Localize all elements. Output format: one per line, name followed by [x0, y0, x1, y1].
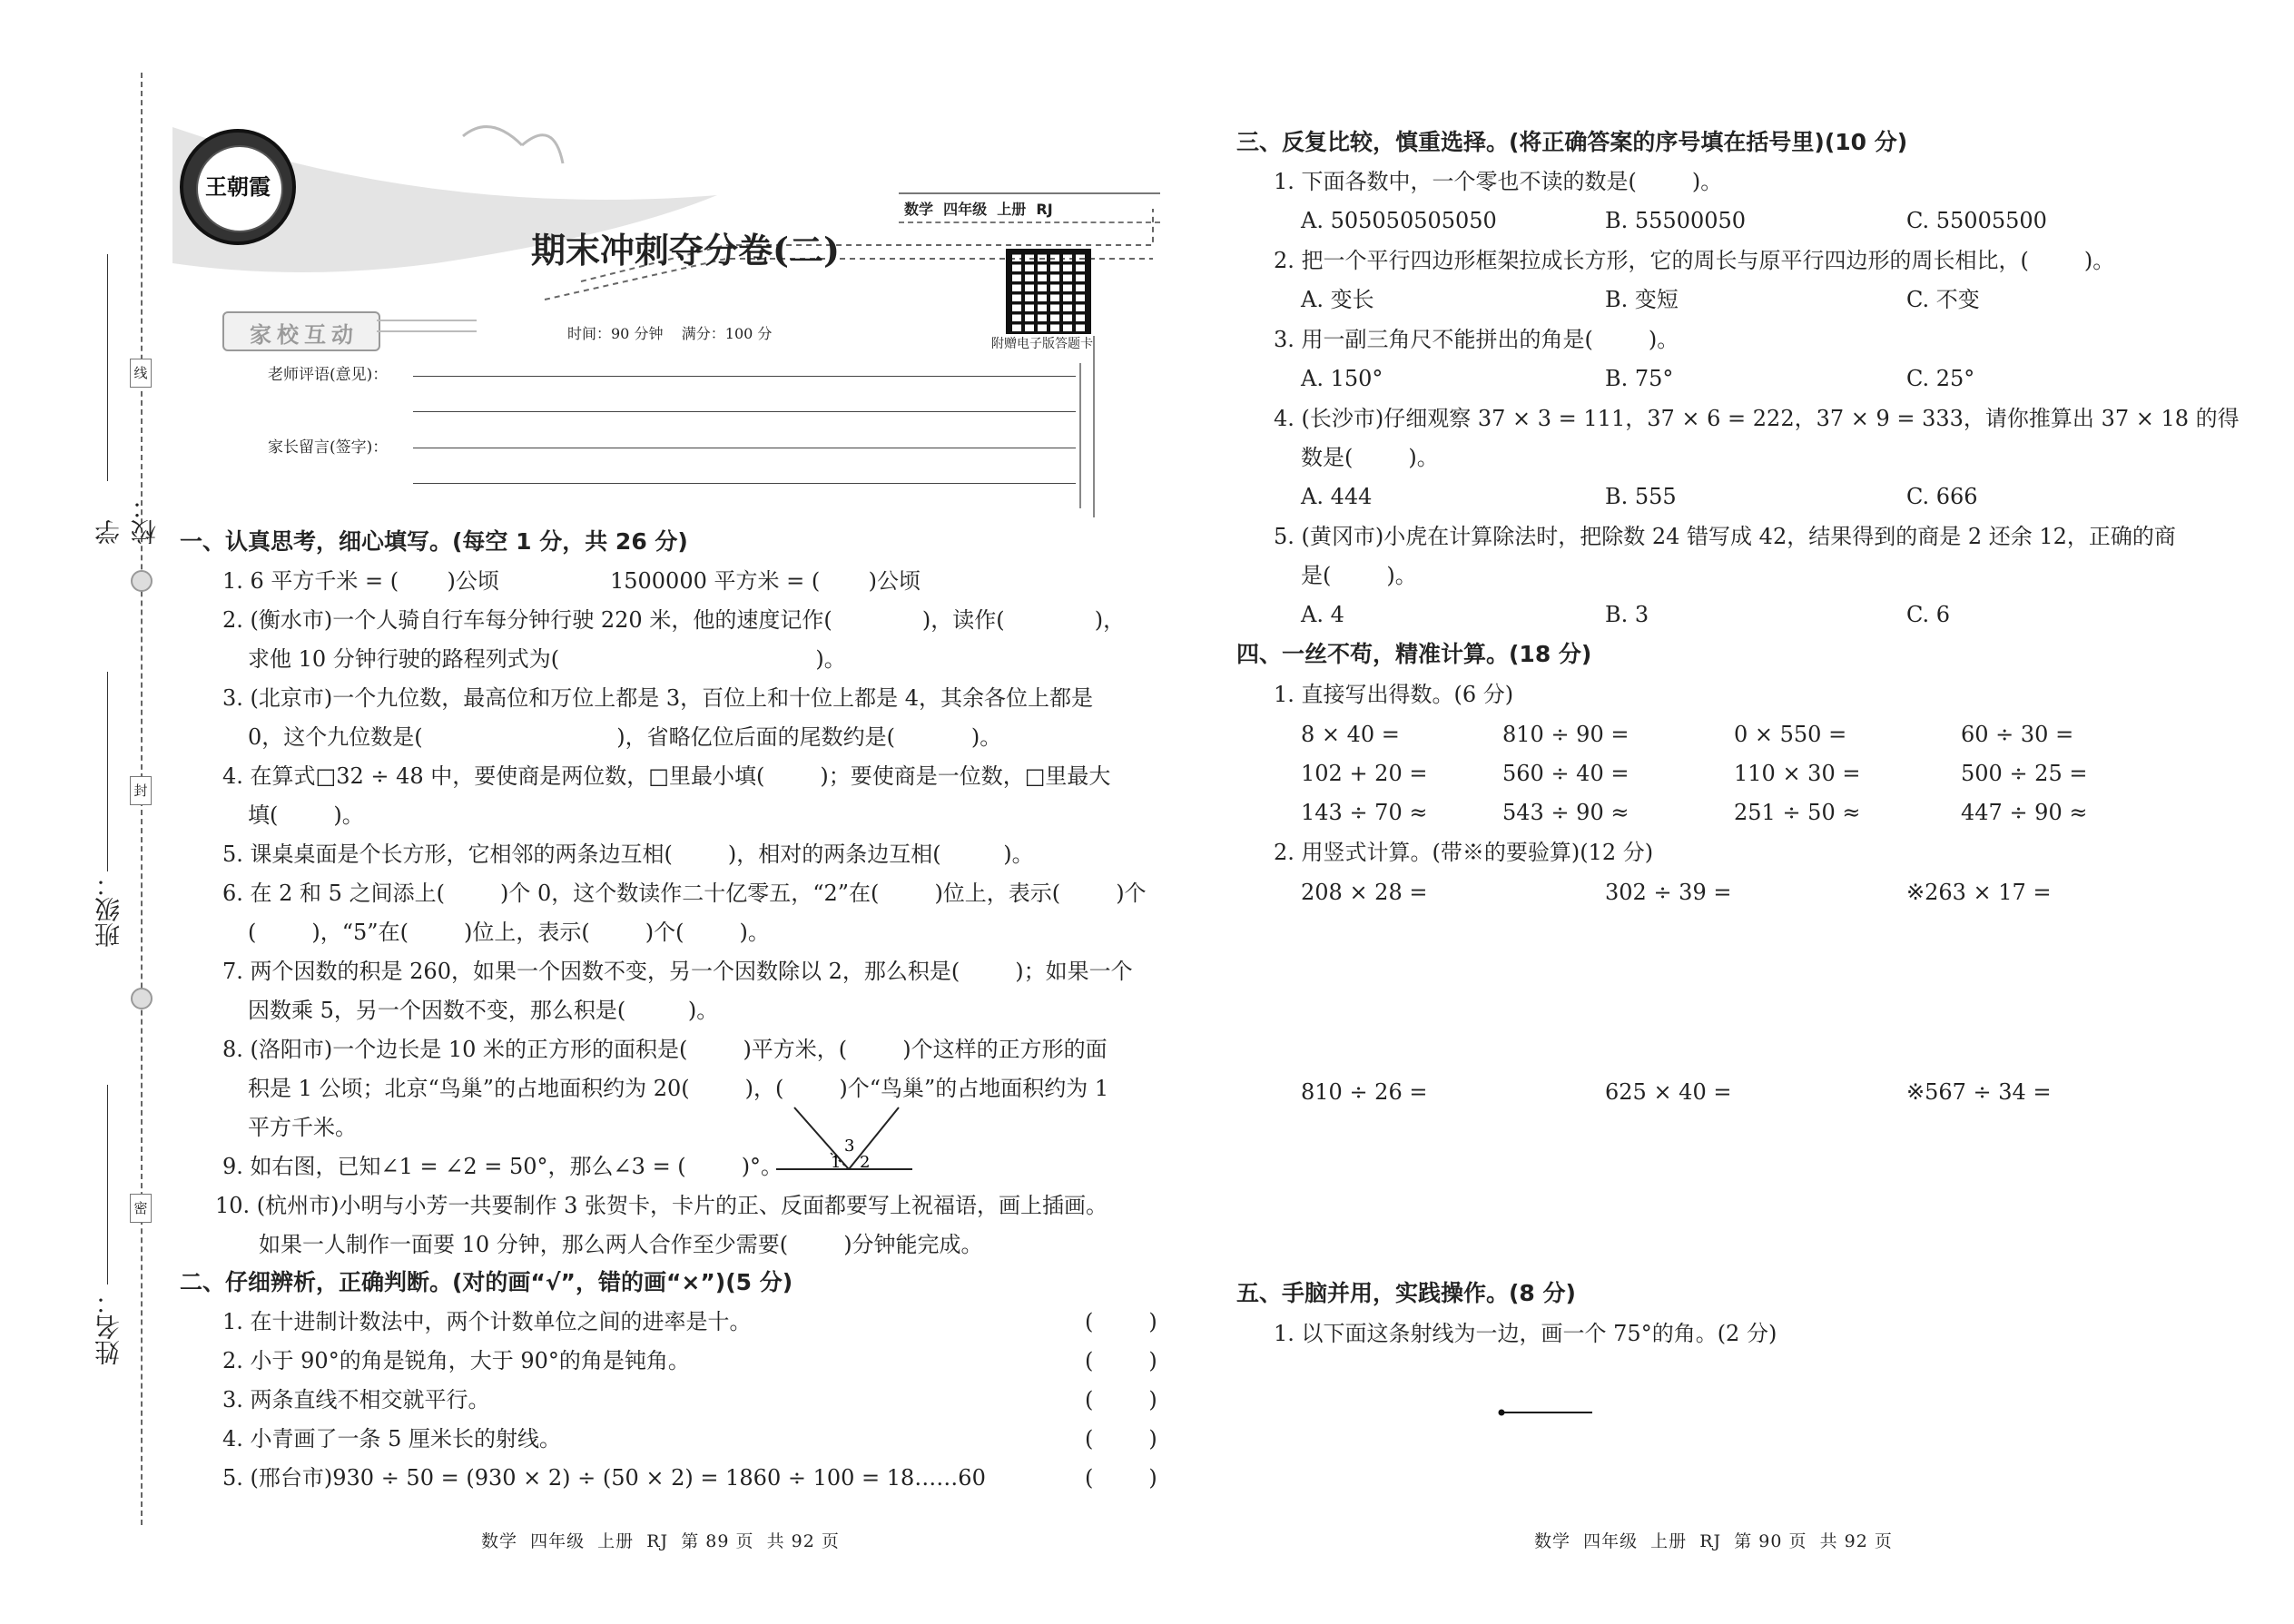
- judge-q5-bracket[interactable]: ( ): [1085, 1465, 1157, 1491]
- brand-logo: [180, 129, 296, 245]
- name-label: 姓名：: [94, 1289, 123, 1365]
- angle-label-3: 3: [844, 1137, 855, 1156]
- fill-q4-line-2: 填( )。: [248, 802, 364, 828]
- direct-r3-c4: 447 ÷ 90 ≈: [1961, 800, 2088, 825]
- choice-q1: 1. 下面各数中，一个零也不读的数是( )。: [1274, 169, 1723, 194]
- fill-q5: 5. 课桌桌面是个长方形，它相邻的两条边互相( )，相对的两条边互相( )。: [222, 842, 1034, 867]
- teacher-comment-label: 老师评语(意见)：: [268, 366, 389, 384]
- choice-q3-b: B. 75°: [1605, 366, 1674, 391]
- choice-q1-b: B. 55500050: [1605, 208, 1747, 233]
- choice-q3: 3. 用一副三角尺不能拼出的角是( )。: [1274, 327, 1679, 352]
- direct-r1-c1: 8 × 40 =: [1301, 722, 1400, 747]
- seal-char-xian: 线: [130, 359, 152, 388]
- section-2-heading: 二、仔细辨析，正确判断。(对的画“√”，错的画“×”)(5 分): [180, 1269, 793, 1295]
- choice-q2-c: C. 不变: [1906, 287, 1980, 312]
- fill-q10-line-1: 10. (杭州市)小明与小芳一共要制作 3 张贺卡，卡片的正、反面都要写上祝福语，画上插画。: [215, 1193, 1108, 1218]
- fill-q10-line-2: 如果一人制作一面要 10 分钟，那么两人合作至少需要( )分钟能完成。: [259, 1232, 983, 1257]
- choice-q1-c: C. 55005500: [1906, 208, 2047, 233]
- judge-q1: 1. 在十进制计数法中，两个计数单位之间的进率是十。: [222, 1309, 752, 1334]
- parent-comment-label: 家长留言(签字)：: [268, 438, 389, 457]
- seal-char-feng: 封: [130, 776, 152, 805]
- fill-q3-line-2: 0，这个九位数是( )，省略亿位后面的尾数约是( )。: [248, 724, 1002, 750]
- choice-q4-line-2: 数是( )。: [1301, 445, 1439, 470]
- direct-r2-c3: 110 × 30 =: [1734, 761, 1861, 786]
- seal-char-mi: 密: [130, 1194, 152, 1223]
- fill-q8-line-1: 8. (洛阳市)一个边长是 10 米的正方形的面积是( )平方米，( )个这样的正方形的面: [222, 1037, 1108, 1062]
- vertical-r1-c1: 208 × 28 =: [1301, 880, 1428, 905]
- angle-label-1: 1: [831, 1153, 842, 1172]
- brand-logo-text: 王朝霞: [205, 173, 271, 200]
- judge-q5: 5. (邢台市)930 ÷ 50 = (930 × 2) ÷ (50 × 2) = 1860 ÷ 100 = 18……60: [222, 1465, 986, 1491]
- section-4-heading: 四、一丝不苟，精准计算。(18 分): [1236, 641, 1592, 667]
- subject-tag: [899, 192, 1160, 223]
- judge-q1-bracket[interactable]: ( ): [1085, 1309, 1157, 1334]
- vertical-r2-c1: 810 ÷ 26 =: [1301, 1079, 1428, 1105]
- vertical-r1-c2: 302 ÷ 39 =: [1605, 880, 1732, 905]
- fill-q7-line-2: 因数乘 5，另一个因数不变，那么积是( )。: [248, 998, 719, 1023]
- fill-q4-line-1: 4. 在算式□32 ÷ 48 中，要使商是两位数，□里最小填( )；要使商是一位数，□里最大: [222, 763, 1111, 789]
- home-school-banner: [222, 311, 380, 351]
- qr-code: [1006, 249, 1091, 334]
- angle-figure: [776, 1106, 921, 1176]
- name-field[interactable]: [87, 1085, 123, 1375]
- section-1-heading: 一、认真思考，细心填写。(每空 1 分，共 26 分): [180, 528, 688, 555]
- binding-ring-1: [131, 570, 153, 592]
- choice-q2-b: B. 变短: [1605, 287, 1679, 312]
- choice-q5-line-1: 5. (黄冈市)小虎在计算除法时，把除数 24 错写成 42，结果得到的商是 2 还余 12，正确的商: [1274, 524, 2176, 549]
- direct-r2-c1: 102 + 20 =: [1301, 761, 1428, 786]
- direct-r2-c4: 500 ÷ 25 =: [1961, 761, 2088, 786]
- choice-q5-c: C. 6: [1906, 602, 1951, 627]
- fill-q1: 1. 6 平方千米 = ( )公顷 1500000 平方米 = ( )公顷: [222, 568, 921, 594]
- given-ray: [1496, 1405, 1596, 1420]
- choice-q5-line-2: 是( )。: [1301, 563, 1417, 588]
- judge-q4: 4. 小青画了一条 5 厘米长的射线。: [222, 1426, 562, 1452]
- direct-r1-c2: 810 ÷ 90 =: [1502, 722, 1629, 747]
- left-page-footer: 数学 四年级 上册 RJ 第 89 页 共 92 页: [481, 1531, 840, 1551]
- home-school-banner-text: 家校互动: [250, 322, 359, 348]
- school-label: 学校：: [94, 494, 160, 545]
- practice-q1: 1. 以下面这条射线为一边，画一个 75°的角。(2 分): [1274, 1321, 1777, 1346]
- fill-q7-line-1: 7. 两个因数的积是 260，如果一个因数不变，另一个因数除以 2，那么积是( )；如果一个: [222, 959, 1133, 984]
- class-underline: [107, 672, 108, 871]
- vertical-r1-c3: ※263 × 17 =: [1906, 880, 2052, 905]
- choice-q5-b: B. 3: [1605, 602, 1649, 627]
- exam-title: 期末冲刺夺分卷(二): [531, 230, 840, 271]
- fill-q8-line-3: 平方千米。: [248, 1115, 357, 1140]
- choice-q4-b: B. 555: [1605, 484, 1677, 509]
- direct-r1-c4: 60 ÷ 30 =: [1961, 722, 2074, 747]
- name-underline: [107, 1085, 108, 1284]
- judge-q4-bracket[interactable]: ( ): [1085, 1426, 1157, 1452]
- section-3-heading: 三、反复比较，慎重选择。(将正确答案的序号填在括号里)(10 分): [1236, 129, 1908, 155]
- vertical-r2-c3: ※567 ÷ 34 =: [1906, 1079, 2052, 1105]
- exam-time-score: 时间：90 分钟 满分：100 分: [567, 325, 773, 342]
- binding-ring-2: [131, 988, 153, 1009]
- direct-r1-c3: 0 × 550 =: [1734, 722, 1847, 747]
- judge-q2-bracket[interactable]: ( ): [1085, 1348, 1157, 1373]
- judge-q3: 3. 两条直线不相交就平行。: [222, 1387, 490, 1412]
- judge-q3-bracket[interactable]: ( ): [1085, 1387, 1157, 1412]
- fill-q3-line-1: 3. (北京市)一个九位数，最高位和万位上都是 3，百位上和十位上都是 4，其余各位上都是: [222, 685, 1094, 711]
- direct-r2-c2: 560 ÷ 40 =: [1502, 761, 1629, 786]
- banner-rule-top: [377, 320, 477, 321]
- fill-q6-line-2: ( )，“5”在( )位上，表示( )个( )。: [248, 920, 770, 945]
- choice-q2: 2. 把一个平行四边形框架拉成长方形，它的周长与原平行四边形的周长相比，( )。: [1274, 248, 2115, 273]
- choice-q1-a: A. 505050505050: [1301, 208, 1497, 233]
- school-underline: [107, 254, 108, 481]
- qr-caption: 附赠电子版答题卡: [991, 337, 1093, 351]
- vertical-r2-c2: 625 × 40 =: [1605, 1079, 1732, 1105]
- class-label: 班级：: [94, 871, 123, 948]
- fill-q9: 9. 如右图，已知∠1 = ∠2 = 50°，那么∠3 = ( )°。: [222, 1154, 783, 1179]
- fill-q2-line-1: 2. (衡水市)一个人骑自行车每分钟行驶 220 米，他的速度记作( )，读作( )，: [222, 607, 1126, 633]
- calc-q1-heading: 1. 直接写出得数。(6 分): [1274, 682, 1514, 707]
- choice-q2-a: A. 变长: [1301, 287, 1374, 312]
- choice-q4-c: C. 666: [1906, 484, 1978, 509]
- subject-tag-text: 数学 四年级 上册 RJ: [904, 201, 1053, 218]
- teacher-comment-line-1[interactable]: [413, 376, 1076, 377]
- parent-comment-line-2[interactable]: [413, 483, 1076, 484]
- choice-q5-a: A. 4: [1301, 602, 1344, 627]
- choice-q3-c: C. 25°: [1906, 366, 1975, 391]
- choice-q4-a: A. 444: [1301, 484, 1373, 509]
- direct-r3-c1: 143 ÷ 70 ≈: [1301, 800, 1428, 825]
- fill-q2-line-2: 求他 10 分钟行驶的路程列式为( )。: [248, 646, 846, 672]
- direct-r3-c2: 543 ÷ 90 ≈: [1502, 800, 1629, 825]
- choice-q4-line-1: 4. (长沙市)仔细观察 37 × 3 = 111，37 × 6 = 222，37 × 9 = 333，请你推算出 37 × 18 的得: [1274, 406, 2240, 431]
- right-page-footer: 数学 四年级 上册 RJ 第 90 页 共 92 页: [1534, 1531, 1893, 1551]
- judge-q2: 2. 小于 90°的角是锐角，大于 90°的角是钝角。: [222, 1348, 690, 1373]
- direct-r3-c3: 251 ÷ 50 ≈: [1734, 800, 1861, 825]
- school-field[interactable]: [87, 254, 160, 545]
- calc-q2-heading: 2. 用竖式计算。(带※的要验算)(12 分): [1274, 840, 1654, 865]
- teacher-comment-line-2[interactable]: [413, 411, 1076, 412]
- fill-q8-line-2: 积是 1 公顷；北京“鸟巢”的占地面积约为 20( )，( )个“鸟巢”的占地面积约为 1: [248, 1076, 1109, 1101]
- angle-label-2: 2: [860, 1153, 871, 1172]
- banner-rule-bottom: [377, 330, 477, 332]
- fill-q6-line-1: 6. 在 2 和 5 之间添上( )个 0，这个数读作二十亿零五，“2”在( )位上，表示( )个: [222, 881, 1147, 906]
- class-field[interactable]: [87, 672, 123, 962]
- choice-q3-a: A. 150°: [1301, 366, 1383, 391]
- section-5-heading: 五、手脑并用，实践操作。(8 分): [1236, 1280, 1576, 1306]
